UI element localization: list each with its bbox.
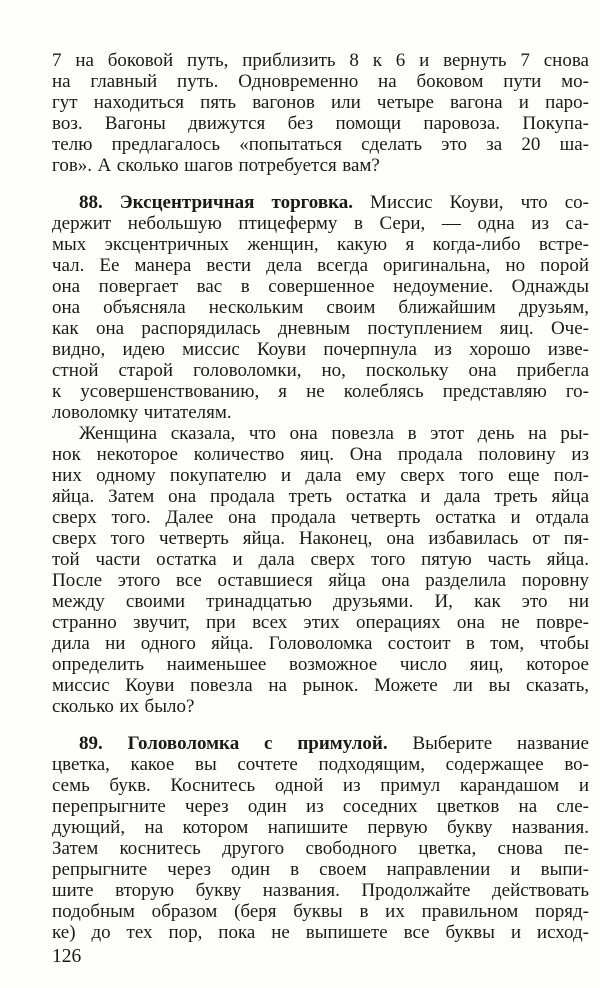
text-line: перепрыгните через один из соседних цветков на сле- — [52, 796, 589, 817]
text-line: репрыгните через один в своем направлении и выпи- — [52, 859, 589, 880]
text-line: сколько их было? — [52, 696, 195, 717]
text-line: той части остатка и дала сверх того пятую часть яйца. — [52, 549, 589, 570]
text-line: гут находиться пять вагонов или четыре вагона и паро- — [52, 92, 589, 113]
puzzle-87-continuation-paragraph — [52, 50, 589, 176]
heading-line — [52, 192, 589, 213]
text-line: шите вторую букву названия. Продолжайте действовать — [52, 880, 589, 901]
text-line: странно звучит, при всех этих операциях она не повре- — [52, 612, 589, 633]
text-line: видно, идею миссис Коуви почерпнула из хорошо изве- — [52, 339, 589, 360]
text-segment: Миссис Коуви, что со- — [353, 192, 589, 213]
heading-line — [52, 733, 589, 754]
text-line: между своими тринадцатью друзьями. И, как это ни — [52, 591, 589, 612]
text-line: как она распорядилась дневным поступлением яиц. Оче- — [52, 318, 589, 339]
text-line: Затем коснитесь другого свободного цветка, снова пе- — [52, 838, 589, 859]
text-line: она объясняла нескольким своим ближайшим друзьям, — [52, 297, 589, 318]
puzzle-88-intro-paragraph — [52, 192, 589, 423]
text-line: она повергает вас в совершенное недоумение. Однажды — [52, 276, 589, 297]
text-line: воз. Вагоны движутся без помощи паровоза. Покупа- — [52, 113, 589, 134]
puzzle-heading: 88. Эксцентричная торговка. — [79, 192, 353, 213]
puzzle-88-body-paragraph — [52, 423, 589, 717]
text-line: гов». А сколько шагов потребуется вам? — [52, 155, 380, 176]
text-line: определить наименьшее возможное число яиц, которое — [52, 654, 589, 675]
text-line: дила ни одного яйца. Головоломка состоит в том, чтобы — [52, 633, 589, 654]
text-line: дующий, на котором напишите первую букву названия. — [52, 817, 589, 838]
text-line: мых эксцентричных женщин, какую я когда-либо встре- — [52, 234, 589, 255]
text-line: После этого все оставшиеся яйца она разделила поровну — [52, 570, 589, 591]
text-line: подобным образом (беря буквы в их правильном поряд- — [52, 901, 589, 922]
text-column — [52, 50, 589, 943]
text-line: ловоломку читателям. — [52, 402, 232, 423]
text-line: нок некоторое количество яиц. Она продала половину из — [52, 444, 589, 465]
page-number: 126 — [52, 946, 82, 967]
text-line: семь букв. Коснитесь одной из примул карандашом и — [52, 775, 589, 796]
text-line: Женщина сказала, что она повезла в этот день на ры- — [79, 423, 589, 444]
text-line: них одному покупателю и дала ему сверх того еще пол- — [52, 465, 589, 486]
text-line: 7 на боковой путь, приблизить 8 к 6 и вернуть 7 снова — [52, 50, 589, 71]
text-line: сверх того. Далее она продала четверть остатка и отдала — [52, 507, 589, 528]
text-line: сверх того четверть яйца. Наконец, она избавилась от пя- — [52, 528, 589, 549]
text-line: телю предлагалось «попытаться сделать это за 20 ша- — [52, 134, 589, 155]
text-line: на главный путь. Одновременно на боковом пути мо- — [52, 71, 589, 92]
text-line: ке) до тех пор, пока не выпишете все буквы и исход- — [52, 922, 589, 943]
text-line: к усовершенствованию, я не колеблясь представляю го- — [52, 381, 589, 402]
text-line: яйца. Затем она продала треть остатка и дала треть яйца — [52, 486, 589, 507]
text-line: держит небольшую птицеферму в Сери, — одна из са- — [52, 213, 589, 234]
text-segment: Выберите название — [387, 733, 589, 754]
puzzle-heading: 89. Головоломка с примулой. — [79, 733, 388, 754]
text-line: стной старой головоломки, но, поскольку она прибегла — [52, 360, 589, 381]
text-line: миссис Коуви повезла на рынок. Можете ли вы сказать, — [52, 675, 589, 696]
text-line: чал. Ее манера вести дела всегда оригинальна, но порой — [52, 255, 589, 276]
text-line: цветка, какое вы сочтете подходящим, содержащее во- — [52, 754, 589, 775]
puzzle-89-paragraph — [52, 733, 589, 943]
